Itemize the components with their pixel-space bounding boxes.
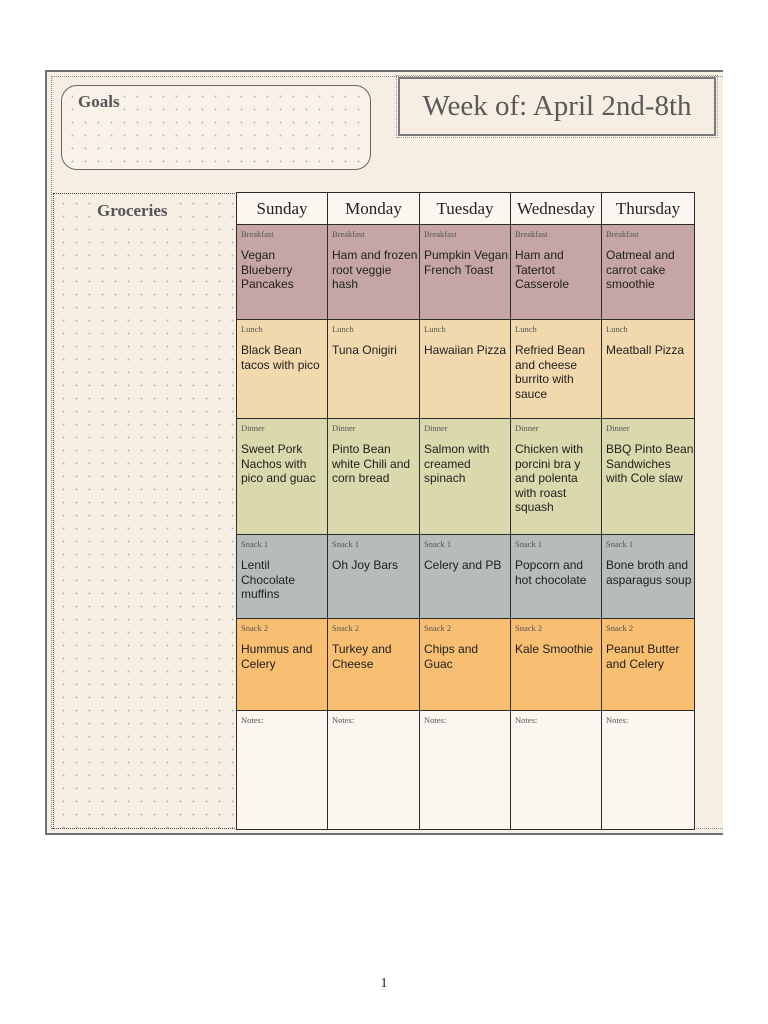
meal-cell[interactable] bbox=[602, 225, 695, 320]
meal-text: Sweet Pork Nachos with pico and guac bbox=[241, 442, 316, 485]
meal-cell[interactable] bbox=[328, 419, 420, 535]
breakfast-row bbox=[237, 225, 695, 320]
meal-cell[interactable] bbox=[602, 535, 695, 619]
groceries-panel[interactable] bbox=[53, 193, 237, 829]
meal-text: Pumpkin Vegan French Toast bbox=[424, 248, 509, 277]
meal-cell[interactable] bbox=[328, 535, 420, 619]
meal-label: Lunch bbox=[241, 324, 263, 334]
meal-text: Meatball Pizza bbox=[606, 343, 685, 357]
notes-cell[interactable] bbox=[237, 711, 328, 830]
meal-label: Snack 1 bbox=[241, 539, 269, 549]
meal-cell[interactable] bbox=[328, 619, 420, 711]
meal-text: Peanut Butter and Celery bbox=[606, 642, 680, 671]
meal-label: Breakfast bbox=[241, 229, 274, 239]
notes-cell[interactable] bbox=[328, 711, 420, 830]
snack2-row bbox=[237, 619, 695, 711]
meal-text: Black Bean tacos with pico bbox=[241, 343, 320, 372]
notes-text bbox=[511, 729, 601, 734]
meal-cell[interactable] bbox=[237, 320, 328, 419]
notes-label: Notes: bbox=[332, 715, 355, 725]
meal-text: Kale Smoothie bbox=[515, 642, 594, 656]
meal-label: Dinner bbox=[241, 423, 265, 433]
meal-plan-table bbox=[236, 192, 695, 830]
day-header-row bbox=[237, 193, 695, 225]
meal-cell[interactable] bbox=[237, 225, 328, 320]
meal-cell[interactable] bbox=[511, 619, 602, 711]
meal-text: Lentil Chocolate muffins bbox=[241, 558, 296, 601]
meal-cell[interactable] bbox=[328, 225, 420, 320]
snack1-row bbox=[237, 535, 695, 619]
meal-label: Snack 1 bbox=[332, 539, 360, 549]
meal-label: Breakfast bbox=[332, 229, 365, 239]
meal-cell[interactable] bbox=[237, 619, 328, 711]
meal-text: Turkey and Cheese bbox=[332, 642, 392, 671]
meal-label: Snack 2 bbox=[606, 623, 634, 633]
meal-cell[interactable] bbox=[328, 320, 420, 419]
notes-cell[interactable] bbox=[420, 711, 511, 830]
notes-cell[interactable] bbox=[602, 711, 695, 830]
meal-text: Celery and PB bbox=[424, 558, 502, 572]
week-title: Week of: April 2nd-8th bbox=[422, 90, 692, 122]
meal-label: Breakfast bbox=[606, 229, 639, 239]
day-header-tuesday: Tuesday bbox=[420, 193, 511, 225]
meal-cell[interactable] bbox=[420, 225, 511, 320]
meal-text: Popcorn and hot chocolate bbox=[515, 558, 587, 587]
meal-text: Pinto Bean white Chili and corn bread bbox=[332, 442, 411, 485]
meal-text: Tuna Onigiri bbox=[332, 343, 397, 357]
meal-label: Lunch bbox=[332, 324, 354, 334]
goals-label: Goals bbox=[78, 92, 120, 111]
meal-cell[interactable] bbox=[237, 535, 328, 619]
meal-label: Snack 1 bbox=[606, 539, 634, 549]
meal-cell[interactable] bbox=[511, 535, 602, 619]
meal-cell[interactable] bbox=[420, 419, 511, 535]
meal-text: Refried Bean and cheese burrito with sauce bbox=[515, 343, 586, 401]
meal-cell[interactable] bbox=[511, 419, 602, 535]
notes-label: Notes: bbox=[241, 715, 264, 725]
meal-text: Hummus and Celery bbox=[241, 642, 313, 671]
notes-text bbox=[602, 729, 694, 734]
meal-text: Ham and Tatertot Casserole bbox=[515, 248, 570, 291]
meal-text: Oatmeal and carrot cake smoothie bbox=[606, 248, 675, 291]
meal-label: Snack 2 bbox=[332, 623, 360, 633]
meal-label: Breakfast bbox=[515, 229, 548, 239]
meal-cell[interactable] bbox=[511, 320, 602, 419]
meal-cell[interactable] bbox=[420, 619, 511, 711]
groceries-label: Groceries bbox=[94, 201, 170, 221]
notes-text bbox=[328, 729, 419, 734]
meal-label: Snack 2 bbox=[241, 623, 269, 633]
meal-text: Oh Joy Bars bbox=[332, 558, 399, 572]
lunch-row bbox=[237, 320, 695, 419]
notes-text bbox=[420, 729, 510, 734]
notes-label: Notes: bbox=[606, 715, 629, 725]
meal-cell[interactable] bbox=[602, 320, 695, 419]
page-number: 1 bbox=[380, 976, 388, 991]
meal-cell[interactable] bbox=[420, 320, 511, 419]
meal-label: Breakfast bbox=[424, 229, 457, 239]
meal-label: Snack 1 bbox=[515, 539, 543, 549]
meal-cell[interactable] bbox=[602, 419, 695, 535]
meal-label: Lunch bbox=[606, 324, 628, 334]
dinner-row bbox=[237, 419, 695, 535]
day-header-thursday: Thursday bbox=[602, 193, 695, 225]
meal-text: BBQ Pinto Bean Sandwiches with Cole slaw bbox=[606, 442, 694, 485]
meal-text: Hawaiian Pizza bbox=[424, 343, 507, 357]
meal-label: Snack 2 bbox=[515, 623, 543, 633]
day-header-sunday: Sunday bbox=[237, 193, 328, 225]
meal-label: Dinner bbox=[606, 423, 630, 433]
notes-row bbox=[237, 711, 695, 830]
meal-text: Chicken with porcini bra y and polenta with roast squash bbox=[515, 442, 584, 514]
meal-cell[interactable] bbox=[420, 535, 511, 619]
meal-text: Ham and frozen root veggie hash bbox=[332, 248, 418, 291]
meal-text: Salmon with creamed spinach bbox=[424, 442, 490, 485]
notes-cell[interactable] bbox=[511, 711, 602, 830]
meal-label: Dinner bbox=[332, 423, 356, 433]
notes-text bbox=[237, 729, 327, 734]
meal-label: Dinner bbox=[515, 423, 539, 433]
meal-label: Snack 1 bbox=[424, 539, 452, 549]
meal-label: Dinner bbox=[424, 423, 448, 433]
goals-box[interactable] bbox=[61, 85, 371, 170]
notes-label: Notes: bbox=[515, 715, 538, 725]
notes-label: Notes: bbox=[424, 715, 447, 725]
meal-label: Lunch bbox=[515, 324, 537, 334]
meal-label: Lunch bbox=[424, 324, 446, 334]
week-title-box bbox=[398, 77, 716, 136]
meal-cell[interactable] bbox=[602, 619, 695, 711]
day-header-monday: Monday bbox=[328, 193, 420, 225]
meal-text: Bone broth and asparagus soup bbox=[606, 558, 692, 587]
meal-cell[interactable] bbox=[237, 419, 328, 535]
meal-text: Vegan Blueberry Pancakes bbox=[241, 248, 294, 291]
day-header-wednesday: Wednesday bbox=[511, 193, 602, 225]
meal-text: Chips and Guac bbox=[424, 642, 479, 671]
meal-cell[interactable] bbox=[511, 225, 602, 320]
meal-label: Snack 2 bbox=[424, 623, 452, 633]
